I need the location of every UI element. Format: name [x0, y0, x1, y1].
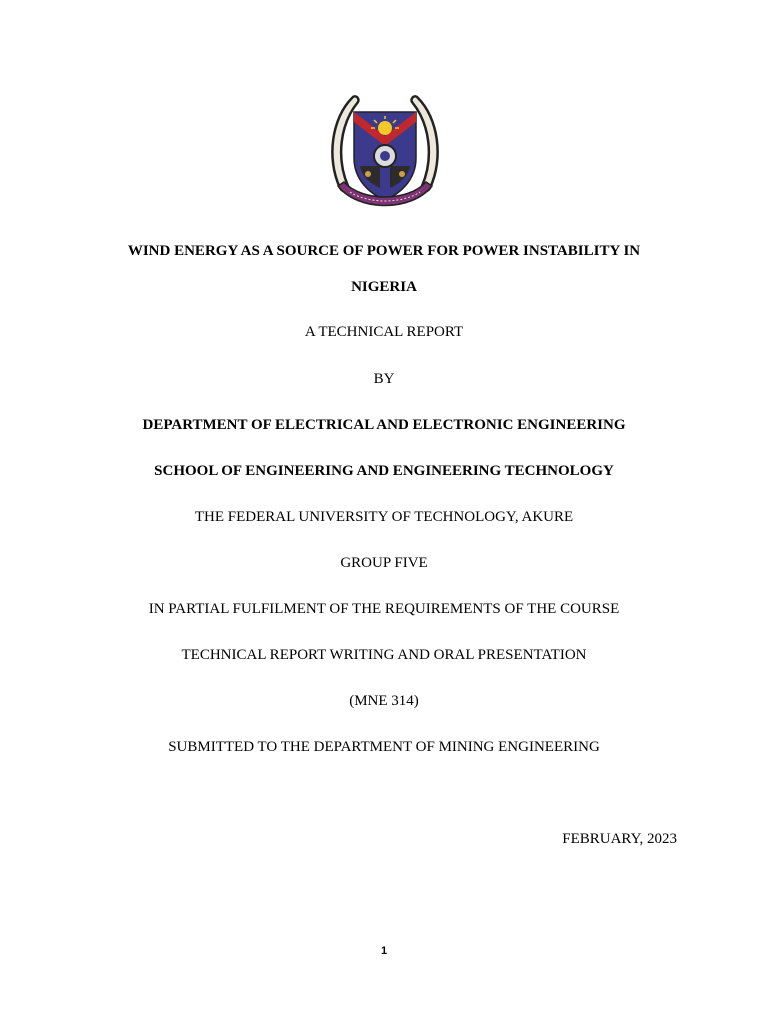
- course-code: (MNE 314): [349, 693, 419, 709]
- by-label: BY: [373, 371, 395, 387]
- report-title-line-2: NIGERIA: [351, 279, 417, 295]
- submission-date: FEBRUARY, 2023: [562, 831, 677, 847]
- report-type: A TECHNICAL REPORT: [304, 324, 464, 340]
- report-title-line-1: WIND ENERGY AS A SOURCE OF POWER FOR POWER INSTABILITY IN: [127, 243, 641, 259]
- sun-icon: [378, 121, 392, 135]
- group-name: GROUP FIVE: [340, 555, 428, 571]
- school-name: SCHOOL OF ENGINEERING AND ENGINEERING TECHNOLOGY: [154, 463, 614, 479]
- university-crest-logo: [322, 88, 448, 218]
- submission-statement: SUBMITTED TO THE DEPARTMENT OF MINING ENGINEERING: [168, 739, 600, 755]
- fulfilment-statement: IN PARTIAL FULFILMENT OF THE REQUIREMENTS OF THE COURSE: [148, 601, 620, 617]
- course-title: TECHNICAL REPORT WRITING AND ORAL PRESENTATION: [181, 647, 587, 663]
- university-name: THE FEDERAL UNIVERSITY OF TECHNOLOGY, AKURE: [194, 509, 574, 525]
- page-number: 1: [380, 945, 388, 957]
- department-name: DEPARTMENT OF ELECTRICAL AND ELECTRONIC ENGINEERING: [142, 417, 626, 433]
